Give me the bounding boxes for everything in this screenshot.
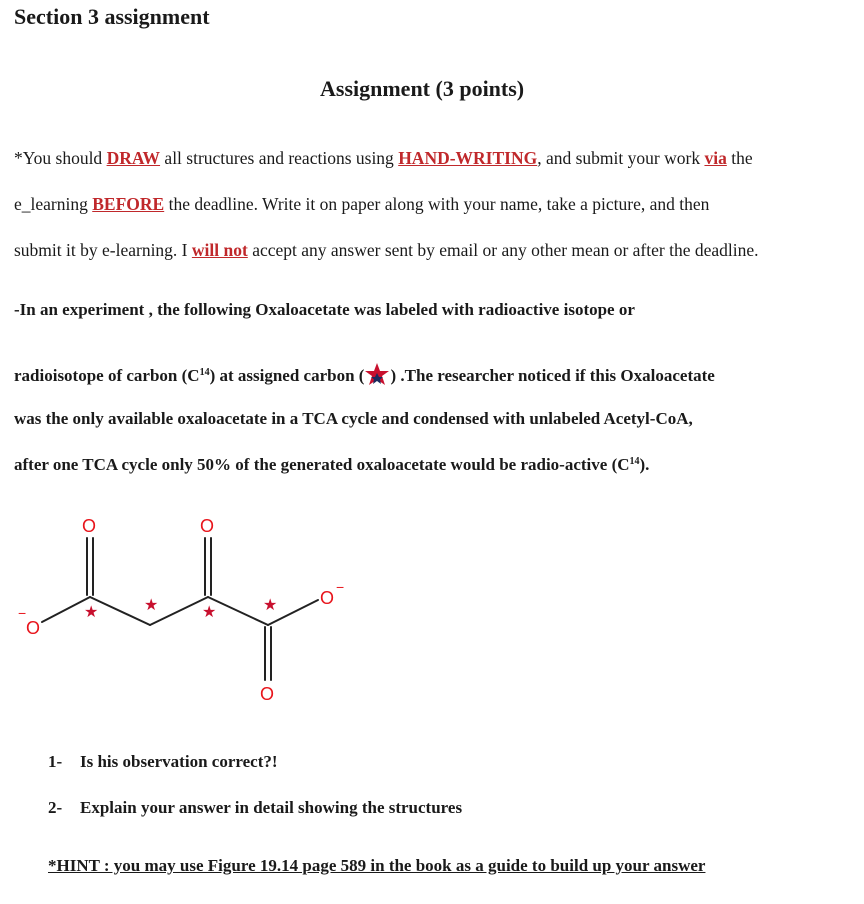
instructions-line-1: *You should DRAW all structures and reactions using HAND-WRITING, and submit your work via the <box>14 148 753 168</box>
star-marker-c3: ★ <box>202 602 217 621</box>
experiment-line-3: was the only available oxaloacetate in a TCA cycle and condensed with unlabeled Acetyl-CoA, <box>14 409 693 428</box>
star-marker-c4: ★ <box>263 595 278 614</box>
experiment-line-2: radioisotope of carbon $(C^{14})$ at assigned carbon ( ) .The researcher noticed if this Oxaloacetate <box>14 363 715 386</box>
experiment-line-4: after one TCA cycle only 50% of the generated oxaloacetate would be radio-active $(C^{14})$. <box>14 455 650 474</box>
question-1: 1- Is his observation correct?! <box>48 752 278 771</box>
atom-o-4: O <box>260 684 275 704</box>
draw-emphasis: DRAW <box>106 148 161 168</box>
charge-left: − <box>18 605 27 621</box>
section-title: Section 3 assignment <box>14 4 210 29</box>
experiment-line-1: -In an experiment , the following Oxaloacetate was labeled with radioactive isotope or <box>14 300 635 319</box>
atom-o-minus-left: O <box>26 618 41 638</box>
star-marker-c1: ★ <box>84 602 99 621</box>
instructions-line-2: e_learning BEFORE the deadline. Write it on paper along with your name, take a picture, and then <box>14 194 710 214</box>
hint-text: *HINT : you may use Figure 19.14 page 589 in the book as a guide to build up your answer <box>48 856 706 875</box>
hand-writing-emphasis: HAND-WRITING <box>398 148 538 168</box>
oxaloacetate-structure <box>0 500 864 710</box>
atom-o-3: O <box>200 516 215 536</box>
atom-o-1: O <box>82 516 97 536</box>
before-emphasis: BEFORE <box>92 194 165 214</box>
assignment-title: Assignment (3 points) <box>320 76 525 101</box>
star-icon <box>364 363 390 385</box>
will-not-emphasis: will not <box>191 240 248 260</box>
charge-right: − <box>336 579 345 595</box>
question-2: 2- Explain your answer in detail showing the structures <box>48 798 463 817</box>
instructions-line-3: submit it by e-learning. I will not accept any answer sent by email or any other mean or after the deadline. <box>14 240 759 260</box>
star-marker-c2: ★ <box>144 595 159 614</box>
via-emphasis: via <box>704 148 727 168</box>
atom-o-minus-right: O <box>320 588 335 608</box>
